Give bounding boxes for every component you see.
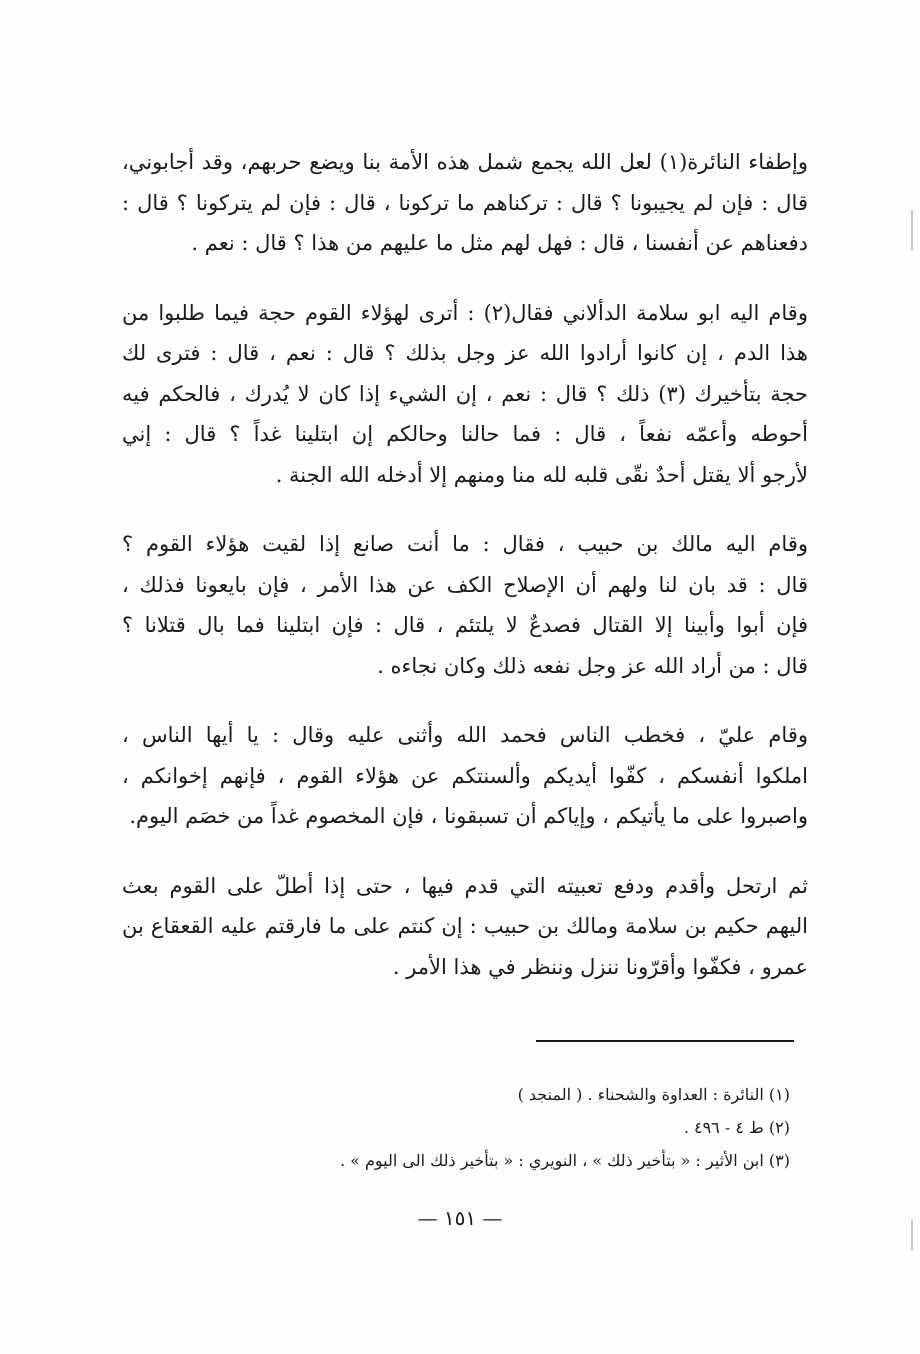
paragraph-5	[122, 866, 808, 988]
paragraph-4	[122, 715, 808, 837]
text-line: وإطفاء النائرة(١) لعل الله يجمع شمل هذه الأمة بنا ويضع حربهم، وقد أجابوني،	[122, 150, 808, 174]
text-line: اليهم حكيم بن سلامة ومالك بن حبيب : إن كنتم على ما فارقتم عليه القعقاع بن	[122, 914, 808, 938]
text-line: واصبروا على ما يأتيكم ، وإياكم أن تسبقونا ، فإن المخصوم غداً من خصَم اليوم.	[129, 804, 808, 828]
text-line: فإن أبوا وأبينا إلا القتال فصدعٌ لا يلتئم ، قال : فإن ابتلينا فما بال قتلانا ؟	[122, 613, 808, 637]
page-number: — ١٥١ —	[417, 1206, 503, 1230]
footnotes	[200, 1078, 790, 1177]
text-line: املكوا أنفسكم ، كفّوا أيديكم وألسنتكم عن هؤلاء القوم ، فإنهم إخوانكم ،	[122, 763, 808, 788]
text-line: قال : فإن لم يجيبونا ؟ قال : تركناهم ما تركونا ، قال : فإن لم يتركونا ؟ قال :	[122, 190, 808, 215]
footnote-3: (٣) ابن الأثير : « بتأخير ذلك » ، النويري : « بتأخير ذلك الى اليوم » .	[339, 1151, 790, 1170]
scan-edge-mark	[911, 1220, 913, 1250]
scan-edge-mark	[911, 210, 913, 250]
paragraph-1	[122, 142, 808, 264]
text-line: عمرو ، فكفّوا وأقرّونا ننزل وننظر في هذا الأمر .	[392, 954, 808, 979]
text-line: قال : من أراد الله عز وجل نفعه ذلك وكان نجاءه .	[377, 653, 808, 678]
footnote-1: (١) النائرة : العداوة والشحناء . ( المنجد )	[517, 1085, 790, 1104]
text-line: هذا الدم ، إن كانوا أرادوا الله عز وجل بذلك ؟ قال : نعم ، قال : فترى لك	[122, 341, 808, 365]
text-line: حجة بتأخيرك (٣) ذلك ؟ قال : نعم ، إن الشيء إذا كان لا يُدرك ، فالحكم فيه	[122, 381, 808, 406]
text-line: وقام عليّ ، فخطب الناس فحمد الله وأثنى عليه وقال : يا أيها الناس ،	[122, 723, 808, 747]
text-line: دفعناهم عن أنفسنا ، قال : فهل لهم مثل ما عليهم من هذا ؟ قال : نعم .	[191, 231, 808, 255]
text-line: أحوطه وأعمّه نفعاً ، قال : فما حالنا وحالكم إن ابتلينا غداً ؟ قال : إني	[122, 422, 808, 446]
paragraph-2	[122, 293, 808, 496]
text-line: ثم ارتحل وأقدم ودفع تعبيته التي قدم فيها ، حتى إذا أطلّ على القوم بعث	[122, 873, 808, 898]
text-line: وقام اليه ابو سلامة الدألاني فقال(٢) : أترى لهؤلاء القوم حجة فيما طلبوا من	[122, 300, 808, 325]
body-text	[122, 142, 808, 1016]
footnote-separator	[536, 1040, 794, 1042]
footnote-2: (٢) ط ٤ - ٤٩٦ .	[683, 1118, 790, 1137]
text-line: قال : قد بان لنا ولهم أن الإصلاح الكف عن هذا الأمر ، فإن بايعونا فذلك ،	[122, 572, 808, 597]
text-line: وقام اليه مالك بن حبيب ، فقال : ما أنت صانع إذا لقيت هؤلاء القوم ؟	[122, 532, 808, 556]
paragraph-3	[122, 524, 808, 686]
text-line: لأرجو ألا يقتل أحدٌ نقّى قلبه لله منا ومنهم إلا أدخله الله الجنة .	[275, 462, 808, 487]
